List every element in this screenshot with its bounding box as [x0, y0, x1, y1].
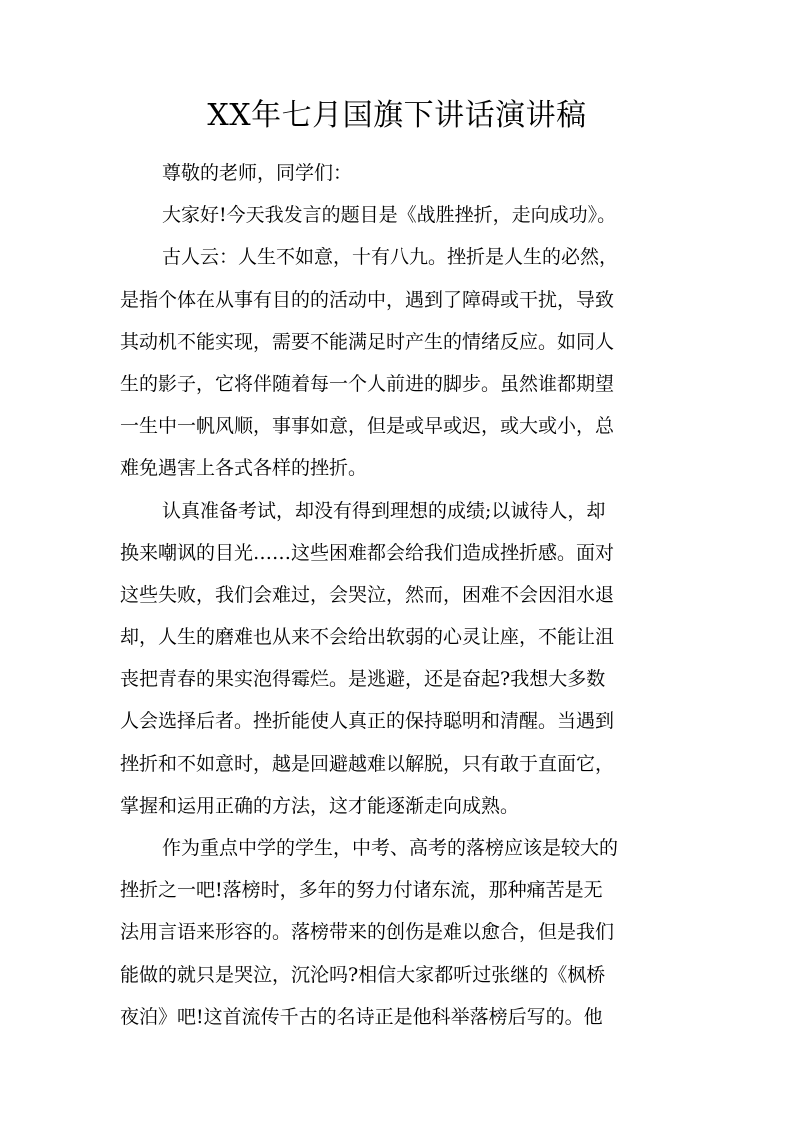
paragraph-line: 作为重点中学的学生，中考、高考的落榜应该是较大的 — [162, 837, 619, 859]
paragraph-line: 生的影子，它将伴随着每一个人前进的脚步。虽然谁都期望 — [120, 372, 615, 395]
paragraph-line: 认真准备考试，却没有得到理想的成绩;以诚待人，却 — [162, 499, 606, 522]
paragraph-line: 人会选择后者。挫折能使人真正的保持聪明和清醒。当遇到 — [120, 710, 615, 733]
paragraph-line: 这些失败，我们会难过，会哭泣，然而，困难不会因泪水退 — [120, 583, 615, 606]
paragraph-line: 难免遇害上各式各样的挫折。 — [120, 457, 368, 480]
paragraph-line: 一生中一帆风顺，事事如意，但是或早或迟，或大或小，总 — [120, 415, 615, 438]
paragraph-line: 尊敬的老师，同学们： — [162, 162, 353, 184]
paragraph-line: 其动机不能实现，需要不能满足时产生的情绪反应。如同人 — [120, 330, 615, 353]
paragraph-line: 挫折和不如意时，越是回避越难以解脱，只有敢于直面它， — [120, 752, 615, 775]
paragraph-line: 却，人生的磨难也从来不会给出软弱的心灵让座，不能让沮 — [120, 626, 615, 649]
paragraph-line: 换来嘲讽的目光……这些困难都会给我们造成挫折感。面对 — [120, 541, 615, 564]
paragraph-line: 古人云：人生不如意，十有八九。挫折是人生的必然， — [162, 246, 619, 269]
document-title: XX年七月国旗下讲话演讲稿 — [207, 98, 587, 133]
paragraph-line: 能做的就只是哭泣，沉沦吗?相信大家都听过张继的《枫桥 — [120, 963, 606, 986]
paragraph-line: 夜泊》吧!这首流传千古的名诗正是他科举落榜后写的。他 — [120, 1005, 603, 1028]
paragraph-line: 是指个体在从事有目的的活动中，遇到了障碍或干扰，导致 — [120, 288, 615, 311]
paragraph-line: 挫折之一吧!落榜时，多年的努力付诸东流，那种痛苦是无 — [120, 879, 603, 902]
paragraph-line: 大家好!今天我发言的题目是《战胜挫折，走向成功》。 — [162, 204, 617, 227]
paragraph-line: 掌握和运用正确的方法，这才能逐渐走向成熟。 — [120, 794, 520, 817]
paragraph-line: 法用言语来形容的。落榜带来的创伤是难以愈合，但是我们 — [120, 921, 615, 944]
paragraph-line: 丧把青春的果实泡得霉烂。是逃避，还是奋起?我想大多数 — [120, 668, 606, 691]
document-body — [120, 152, 680, 1038]
